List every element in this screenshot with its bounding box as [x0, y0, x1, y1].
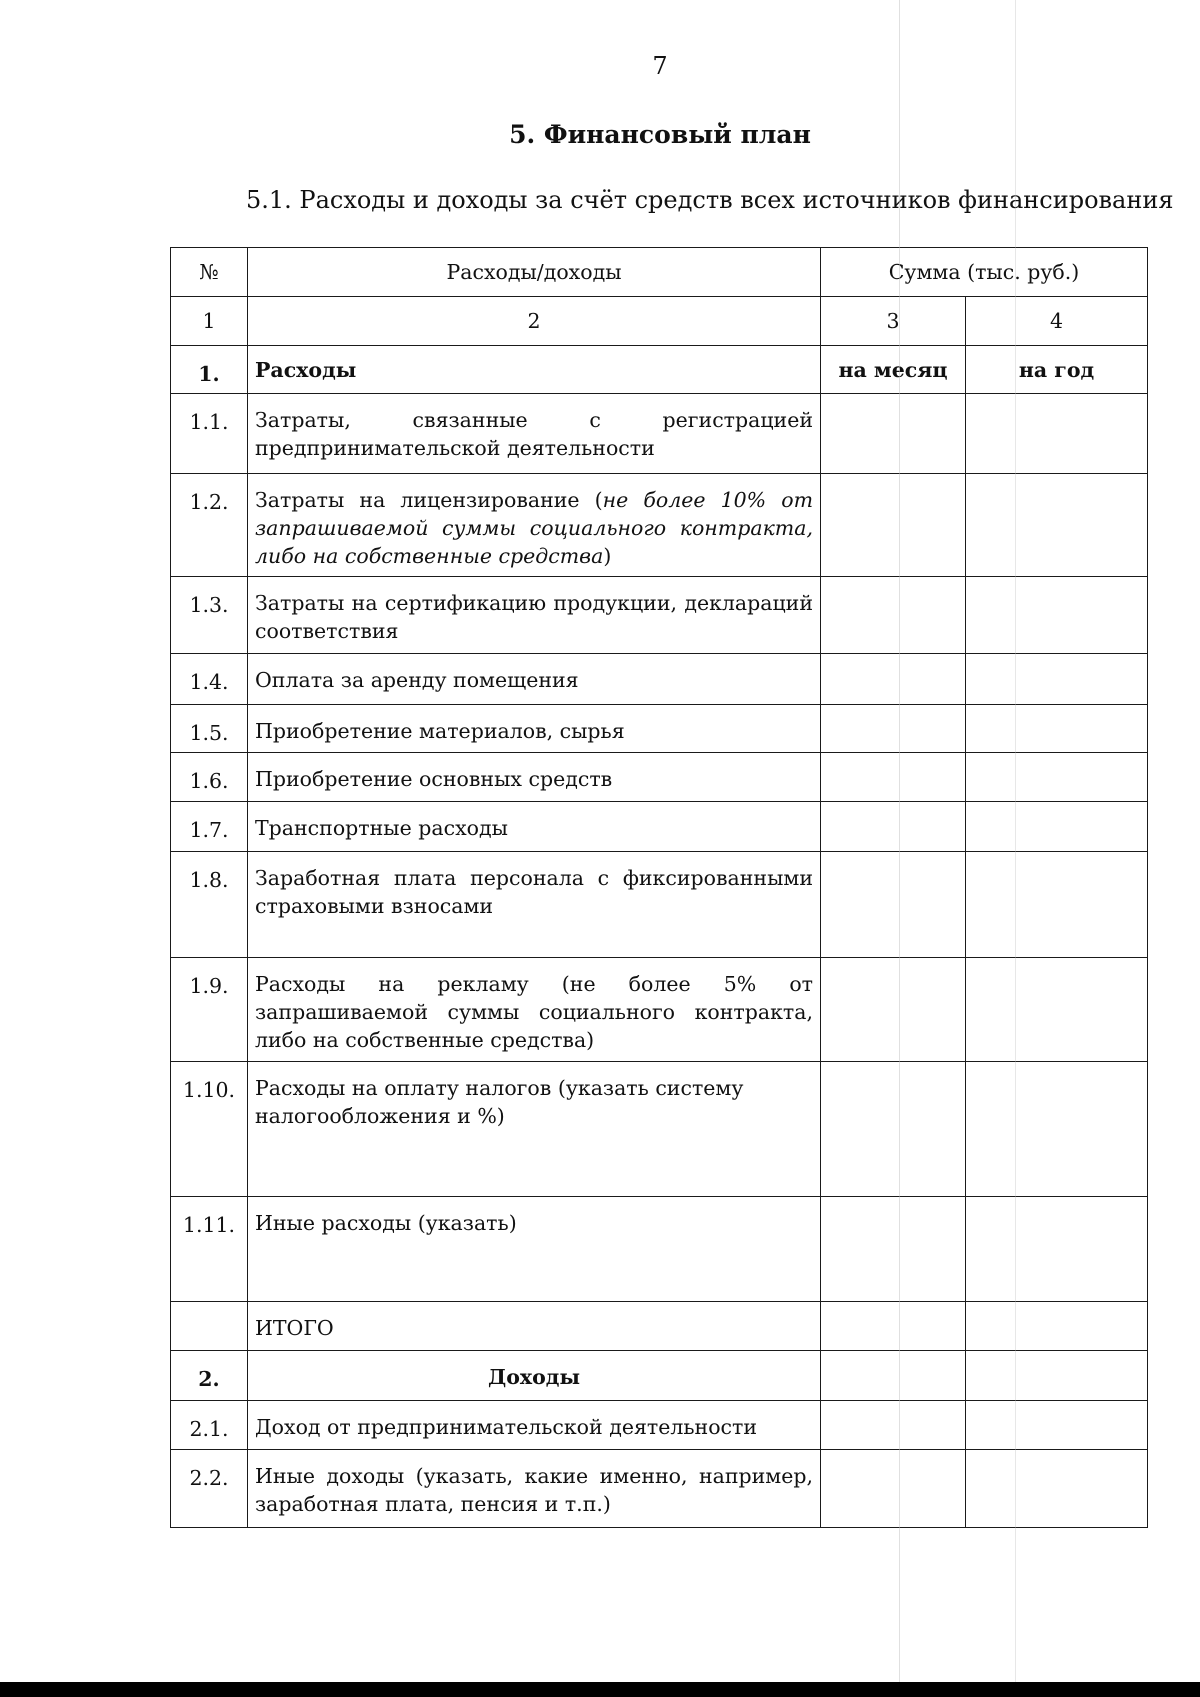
- month-amount-cell[interactable]: [821, 958, 966, 1062]
- month-amount-cell[interactable]: [821, 577, 966, 654]
- month-amount-cell[interactable]: [821, 705, 966, 753]
- year-amount-cell[interactable]: [966, 1450, 1148, 1528]
- section-title: 5. Финансовый план: [509, 120, 811, 149]
- header-item: Расходы/доходы: [248, 248, 821, 297]
- year-amount-cell[interactable]: [966, 1351, 1148, 1401]
- table-header-row: [171, 248, 1148, 297]
- per-month-label: на месяц: [821, 346, 966, 394]
- col-number: 1: [171, 297, 248, 346]
- year-amount-cell[interactable]: [966, 394, 1148, 474]
- table-row: [171, 1450, 1148, 1528]
- income-section-row: [171, 1351, 1148, 1401]
- subsection-title: 5.1. Расходы и доходы за счёт средств всех источников финансирования: [246, 186, 1174, 214]
- row-text: Доход от предпринимательской деятельности: [248, 1401, 821, 1450]
- month-amount-cell[interactable]: [821, 802, 966, 852]
- page-number: 7: [652, 52, 668, 80]
- row-num: 2.1.: [171, 1401, 248, 1450]
- table-row: [171, 1062, 1148, 1197]
- row-text: Расходы на оплату налогов (указать систему налогообложения и %): [248, 1062, 821, 1197]
- row-text: Оплата за аренду помещения: [248, 654, 821, 705]
- section-label: Расходы: [248, 346, 821, 394]
- row-text: Транспортные расходы: [248, 802, 821, 852]
- year-amount-cell[interactable]: [966, 753, 1148, 802]
- per-year-label: на год: [966, 346, 1148, 394]
- month-total-cell[interactable]: [821, 1302, 966, 1351]
- month-amount-cell[interactable]: [821, 753, 966, 802]
- scan-artifact-line: [1015, 0, 1016, 1682]
- year-total-cell[interactable]: [966, 1302, 1148, 1351]
- row-num: 1.5.: [171, 705, 248, 753]
- table-row: [171, 705, 1148, 753]
- table-row: [171, 958, 1148, 1062]
- row-num: 1.2.: [171, 474, 248, 577]
- row-text-italic: не более 10% от запрашиваемой суммы социального контракта, либо на собственные средства: [255, 488, 814, 568]
- row-text: Приобретение материалов, сырья: [248, 705, 821, 753]
- year-amount-cell[interactable]: [966, 705, 1148, 753]
- row-num: 1.11.: [171, 1197, 248, 1302]
- month-amount-cell[interactable]: [821, 474, 966, 577]
- year-amount-cell[interactable]: [966, 852, 1148, 958]
- row-text-close: ): [603, 544, 612, 568]
- table-row: [171, 1197, 1148, 1302]
- row-num: 1.7.: [171, 802, 248, 852]
- year-amount-cell[interactable]: [966, 654, 1148, 705]
- col-number: 2: [248, 297, 821, 346]
- expenses-section-row: [171, 346, 1148, 394]
- row-num: [171, 1302, 248, 1351]
- year-amount-cell[interactable]: [966, 1401, 1148, 1450]
- row-num: 1.9.: [171, 958, 248, 1062]
- year-amount-cell[interactable]: [966, 1062, 1148, 1197]
- row-text: Затраты на сертификацию продукции, деклараций соответствия: [248, 577, 821, 654]
- table-row: [171, 654, 1148, 705]
- table-row: [171, 577, 1148, 654]
- table-row: [171, 753, 1148, 802]
- table-row: [171, 394, 1148, 474]
- row-text: Иные расходы (указать): [248, 1197, 821, 1302]
- scan-artifact-line: [899, 0, 900, 1682]
- month-amount-cell[interactable]: [821, 852, 966, 958]
- row-num: 1.8.: [171, 852, 248, 958]
- month-amount-cell[interactable]: [821, 1062, 966, 1197]
- financial-plan-table: [170, 247, 1148, 1528]
- month-amount-cell[interactable]: [821, 1450, 966, 1528]
- row-num: 1.1.: [171, 394, 248, 474]
- row-text: [248, 474, 821, 577]
- row-text-plain: Затраты на лицензирование (: [255, 488, 603, 512]
- table-row: [171, 802, 1148, 852]
- total-row: [171, 1302, 1148, 1351]
- col-number: 3: [821, 297, 966, 346]
- row-text: Заработная плата персонала с фиксированными страховыми взносами: [248, 852, 821, 958]
- header-amount: Сумма (тыс. руб.): [821, 248, 1148, 297]
- row-num: 1.6.: [171, 753, 248, 802]
- year-amount-cell[interactable]: [966, 1197, 1148, 1302]
- table-row: [171, 1401, 1148, 1450]
- month-amount-cell[interactable]: [821, 1401, 966, 1450]
- column-number-row: [171, 297, 1148, 346]
- month-amount-cell[interactable]: [821, 654, 966, 705]
- col-number: 4: [966, 297, 1148, 346]
- table-row: [171, 474, 1148, 577]
- row-text: Затраты, связанные с регистрацией предпринимательской деятельности: [248, 394, 821, 474]
- year-amount-cell[interactable]: [966, 577, 1148, 654]
- row-text: Расходы на рекламу (не более 5% от запрашиваемой суммы социального контракта, либо на собственные средства): [248, 958, 821, 1062]
- row-num: 1.10.: [171, 1062, 248, 1197]
- row-text: Иные доходы (указать, какие именно, например, заработная плата, пенсия и т.п.): [248, 1450, 821, 1528]
- row-num: 1.4.: [171, 654, 248, 705]
- scan-bottom-border: [0, 1682, 1200, 1697]
- year-amount-cell[interactable]: [966, 802, 1148, 852]
- month-amount-cell[interactable]: [821, 394, 966, 474]
- header-num: №: [171, 248, 248, 297]
- row-num: 2.2.: [171, 1450, 248, 1528]
- row-num: 1.3.: [171, 577, 248, 654]
- row-text: Приобретение основных средств: [248, 753, 821, 802]
- table-row: [171, 852, 1148, 958]
- month-amount-cell[interactable]: [821, 1197, 966, 1302]
- year-amount-cell[interactable]: [966, 474, 1148, 577]
- section-num: 1.: [171, 346, 248, 394]
- section-label: Доходы: [248, 1351, 821, 1401]
- section-num: 2.: [171, 1351, 248, 1401]
- total-label: ИТОГО: [248, 1302, 821, 1351]
- year-amount-cell[interactable]: [966, 958, 1148, 1062]
- month-amount-cell[interactable]: [821, 1351, 966, 1401]
